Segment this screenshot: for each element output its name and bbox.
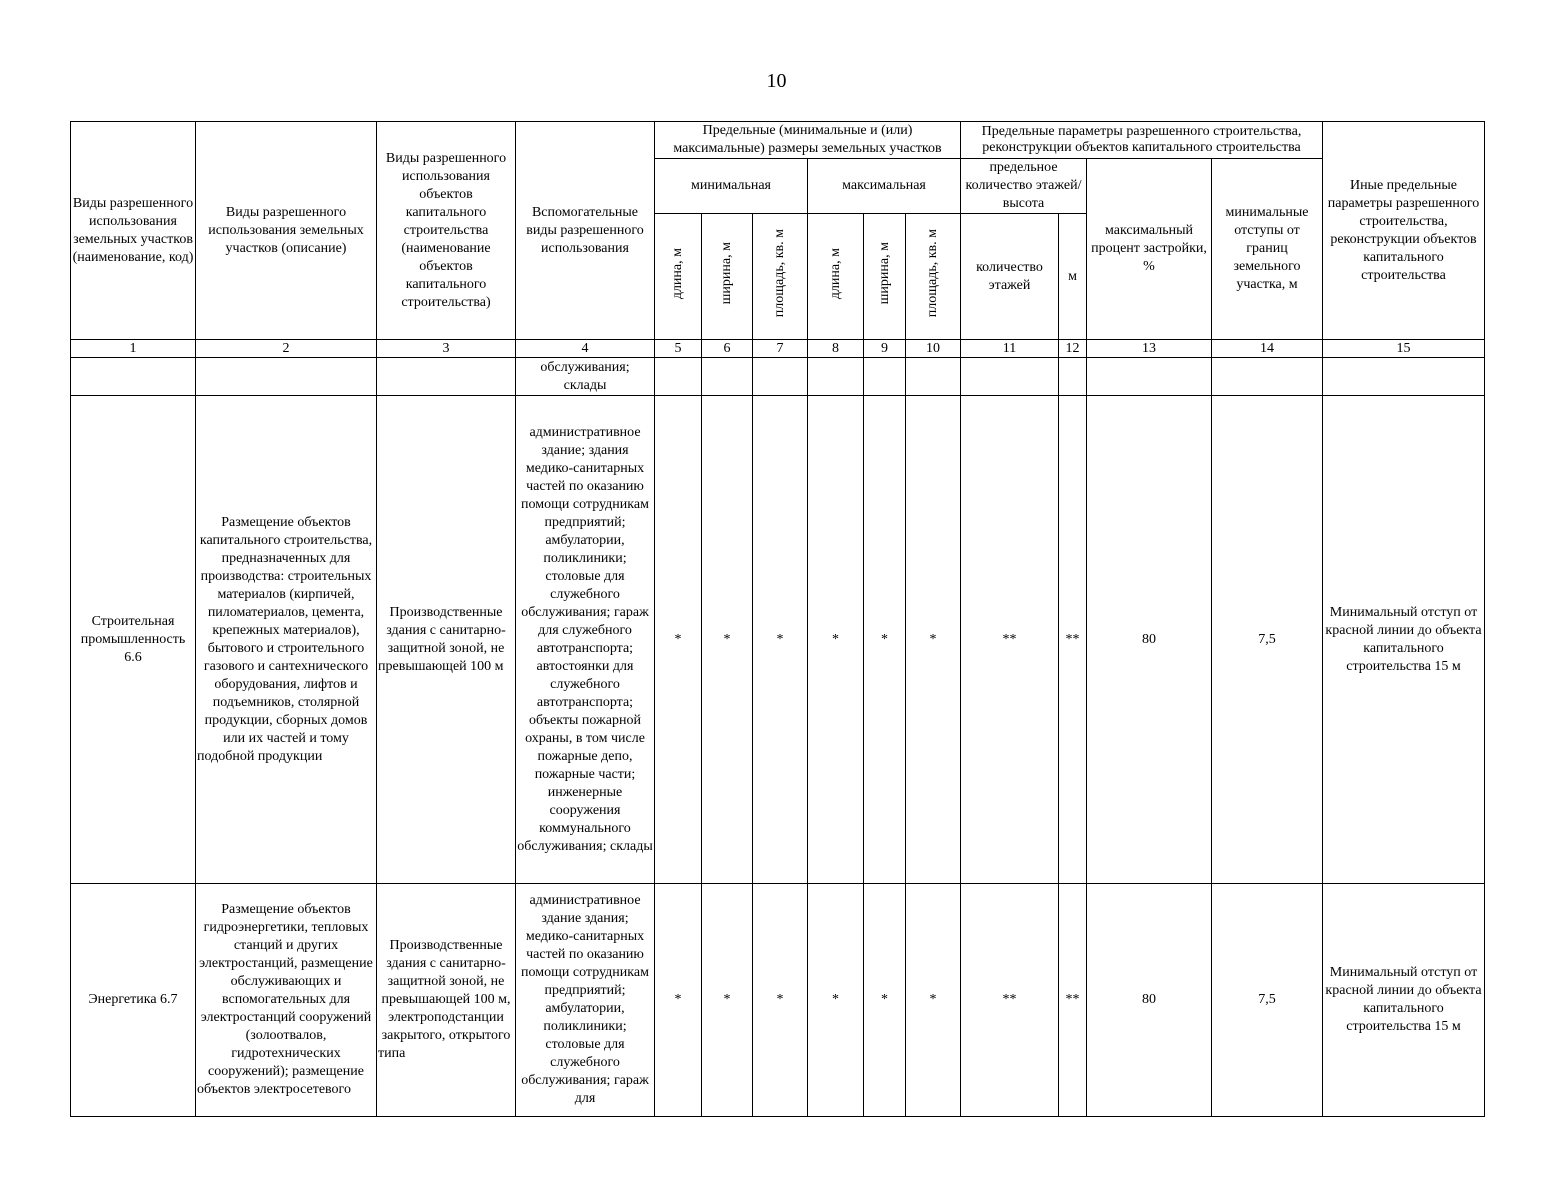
header-col3: Виды разрешенного использования объектов капитального строительства (наименование объектов капитального строительства) xyxy=(377,122,516,340)
cell-height: ** xyxy=(1059,396,1087,884)
header-max-area: площадь, кв. м xyxy=(906,214,961,340)
header-col15: Иные предельные параметры разрешенного строительства, реконструкции объектов капитального строительства xyxy=(1323,122,1485,340)
cell-min-width: * xyxy=(702,884,753,1117)
cell-value xyxy=(906,358,961,396)
cell-min-setback: 7,5 xyxy=(1212,396,1323,884)
cell-other: Минимальный отступ от красной линии до объекта капитального строительства 15 м xyxy=(1323,396,1485,884)
column-number: 12 xyxy=(1059,340,1087,358)
cell-code: Строительная промышленность 6.6 xyxy=(71,396,196,884)
header-min-area: площадь, кв. м xyxy=(753,214,808,340)
column-number: 8 xyxy=(808,340,864,358)
header-max-width: ширина, м xyxy=(864,214,906,340)
table-row xyxy=(71,396,1485,884)
column-number: 2 xyxy=(196,340,377,358)
cell-value xyxy=(961,358,1059,396)
table-row xyxy=(71,884,1485,1117)
column-number: 3 xyxy=(377,340,516,358)
cell-description: Размещение объектов капитального строительства, предназначенных для производства: строительных материалов (кирпичей, пиломатериалов, цемента, крепежных материалов), бытового и строительного газового и сантехнического оборудования, лифтов и подъемников, столярной продукции, сборных домов или их частей и тому подобной продукции xyxy=(196,396,377,884)
cell-min-length: * xyxy=(655,884,702,1117)
cell-min-setback: 7,5 xyxy=(1212,884,1323,1117)
column-number: 14 xyxy=(1212,340,1323,358)
cell-value xyxy=(1323,358,1485,396)
header-max-percent: максимальный процент застройки, % xyxy=(1087,159,1212,340)
column-number: 1 xyxy=(71,340,196,358)
column-number: 13 xyxy=(1087,340,1212,358)
cell-floors: ** xyxy=(961,884,1059,1117)
cell-value xyxy=(1059,358,1087,396)
column-number: 10 xyxy=(906,340,961,358)
column-number: 6 xyxy=(702,340,753,358)
column-number: 7 xyxy=(753,340,808,358)
column-number: 11 xyxy=(961,340,1059,358)
cell-max-length: * xyxy=(808,396,864,884)
cell-value xyxy=(702,358,753,396)
cell-value xyxy=(1212,358,1323,396)
cell-value xyxy=(753,358,808,396)
table-row xyxy=(71,358,1485,396)
header-col4: Вспомогательные виды разрешенного использования xyxy=(516,122,655,340)
cell-description: Размещение объектов гидроэнергетики, тепловых станций и других электростанций, размещение обслуживающих и вспомогательных для электростанций сооружений (золоотвалов, гидротехнических сооружений); размещение объектов электросетевого xyxy=(196,884,377,1117)
header-min-width: ширина, м xyxy=(702,214,753,340)
header-m: м xyxy=(1059,214,1087,340)
cell-max-width: * xyxy=(864,884,906,1117)
header-row-1 xyxy=(71,122,1485,159)
cell-max-area: * xyxy=(906,884,961,1117)
cell-value xyxy=(864,358,906,396)
cell-description xyxy=(196,358,377,396)
header-floors: количество этажей xyxy=(961,214,1059,340)
column-number: 4 xyxy=(516,340,655,358)
cell-objects: Производственные здания с санитарно-защитной зоной, не превышающей 100 м xyxy=(377,396,516,884)
header-max: максимальная xyxy=(808,159,961,214)
cell-height: ** xyxy=(1059,884,1087,1117)
column-numbers-row xyxy=(71,340,1485,358)
cell-max-width: * xyxy=(864,396,906,884)
column-number: 5 xyxy=(655,340,702,358)
cell-min-width: * xyxy=(702,396,753,884)
cell-max-percent: 80 xyxy=(1087,396,1212,884)
cell-auxiliary: административное здание; здания медико-санитарных частей по оказанию помощи сотрудникам предприятий; амбулатории, поликлиники; столовые для служебного обслуживания; гараж для служебного автотранспорта; автостоянки для служебного автотранспорта; объекты пожарной охраны, в том числе пожарные депо, пожарные части; инженерные сооружения коммунального обслуживания; склады xyxy=(516,396,655,884)
header-floors-height: предельное количество этажей/высота xyxy=(961,159,1087,214)
column-number: 9 xyxy=(864,340,906,358)
cell-value xyxy=(655,358,702,396)
cell-min-area: * xyxy=(753,884,808,1117)
cell-max-length: * xyxy=(808,884,864,1117)
column-number: 15 xyxy=(1323,340,1485,358)
header-col2: Виды разрешенного использования земельных участков (описание) xyxy=(196,122,377,340)
cell-objects: Производственные здания с санитарно-защитной зоной, не превышающей 100 м, электроподстанции закрытого, открытого типа xyxy=(377,884,516,1117)
header-min-setback: минимальные отступы от границ земельного участка, м xyxy=(1212,159,1323,340)
cell-code xyxy=(71,358,196,396)
cell-min-area: * xyxy=(753,396,808,884)
cell-floors: ** xyxy=(961,396,1059,884)
header-col1: Виды разрешенного использования земельных участков (наименование, код) xyxy=(71,122,196,340)
cell-objects xyxy=(377,358,516,396)
page-number: 10 xyxy=(766,70,787,92)
regulations-table xyxy=(70,121,1485,1117)
cell-max-percent: 80 xyxy=(1087,884,1212,1117)
cell-auxiliary: обслуживания; склады xyxy=(516,358,655,396)
header-max-length: длина, м xyxy=(808,214,864,340)
header-build-group: Предельные параметры разрешенного строительства, реконструкции объектов капитального строительства xyxy=(961,122,1323,159)
cell-code: Энергетика 6.7 xyxy=(71,884,196,1117)
header-size-group: Предельные (минимальные и (или) максимальные) размеры земельных участков xyxy=(655,122,961,159)
cell-value xyxy=(808,358,864,396)
cell-max-area: * xyxy=(906,396,961,884)
cell-min-length: * xyxy=(655,396,702,884)
cell-auxiliary: административное здание здания; медико-санитарных частей по оказанию помощи сотрудникам предприятий; амбулатории, поликлиники; столовые для служебного обслуживания; гараж для xyxy=(516,884,655,1117)
cell-value xyxy=(1087,358,1212,396)
cell-other: Минимальный отступ от красной линии до объекта капитального строительства 15 м xyxy=(1323,884,1485,1117)
header-min: минимальная xyxy=(655,159,808,214)
header-min-length: длина, м xyxy=(655,214,702,340)
